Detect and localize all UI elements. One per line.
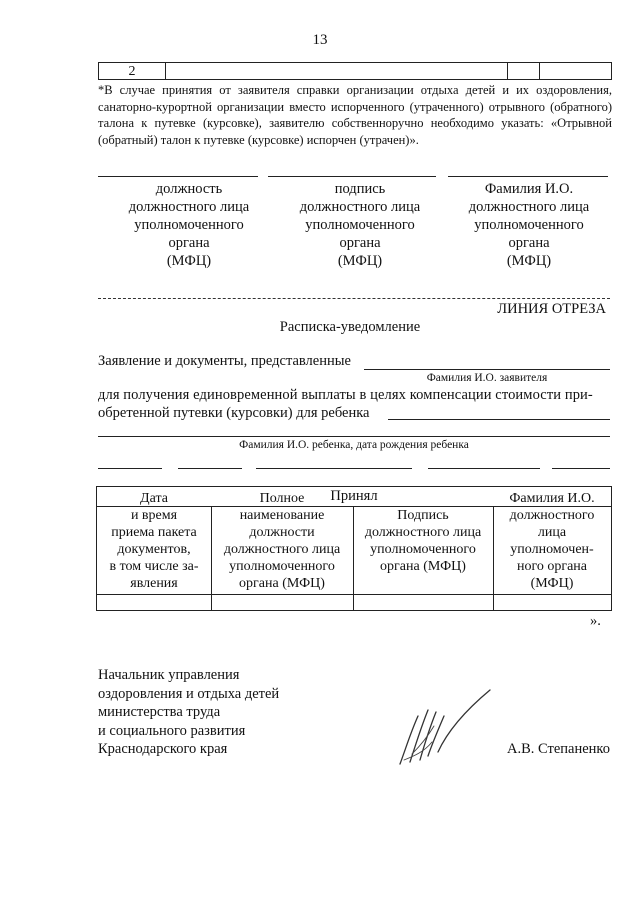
applicant-name-line	[364, 369, 610, 370]
child-name-caption: Фамилия И.О. ребенка, дата рождения ребенка	[239, 439, 469, 451]
receipt-line-3: обретенной путевки (курсовки) для ребенка	[98, 405, 370, 421]
signatory-position: Начальник управления оздоровления и отдыха детей министерства труда и социального развития Краснодарского края	[98, 667, 280, 757]
signature-col-position: должность должностного лица уполномоченного органа (МФЦ)	[128, 181, 250, 269]
short-line	[178, 468, 242, 469]
receipt-line-1: Заявление и документы, представленные	[98, 353, 351, 369]
short-line	[256, 468, 412, 469]
signature-line	[98, 176, 258, 177]
top-table	[98, 62, 612, 80]
signature-line	[448, 176, 608, 177]
table-col-name: Фамилия И.О. должностного лица уполномочен- ного органа (МФЦ)	[509, 491, 595, 591]
table-divider	[507, 63, 508, 79]
cut-line-label: ЛИНИЯ ОТРЕЗА	[497, 301, 606, 317]
closing-quote: ».	[590, 613, 601, 629]
table-col-date: Дата и время приема пакета документов, в том числе за- явления	[109, 491, 199, 591]
table-col-signature: Подпись должностного лица уполномоченного органа (МФЦ)	[364, 508, 482, 574]
page-number: 13	[312, 32, 328, 48]
short-line	[428, 468, 540, 469]
receipt-title: Расписка-уведомление	[279, 319, 421, 335]
cut-line	[98, 298, 610, 299]
table-divider	[539, 63, 540, 79]
table-col-position: Полное наименование должности должностного лица уполномоченного органа (МФЦ)	[223, 491, 341, 591]
signature-col-signature: подпись должностного лица уполномоченного органа (МФЦ)	[299, 181, 421, 269]
signatory-name: А.В. Степаненко	[507, 741, 610, 757]
table-divider	[165, 63, 166, 79]
accepted-table	[96, 486, 612, 611]
child-name-line	[388, 419, 610, 420]
receipt-line-2: для получения единовременной выплаты в целях компенсации стоимости при-	[98, 387, 593, 403]
short-line	[98, 468, 162, 469]
signature-line	[268, 176, 436, 177]
footnote: *В случае принятия от заявителя справки организации отдыха детей и их оздоровления, санаторно-курортной организации вместо испорченного (утраченного) отрывного (обратного) талона к путевке (курсовке), заявителю собственноручно необходимо указать: «Отрывной (обратный) талон к путевке (курсовке) испорчен (утрачен)».	[98, 83, 612, 147]
accepted-table-header: Принял	[330, 488, 378, 504]
short-line	[552, 468, 610, 469]
child-full-line	[98, 436, 610, 437]
signature-col-name: Фамилия И.О. должностного лица уполномоченного органа (МФЦ)	[468, 181, 590, 269]
applicant-name-caption: Фамилия И.О. заявителя	[426, 372, 548, 384]
row-number: 2	[128, 64, 136, 79]
